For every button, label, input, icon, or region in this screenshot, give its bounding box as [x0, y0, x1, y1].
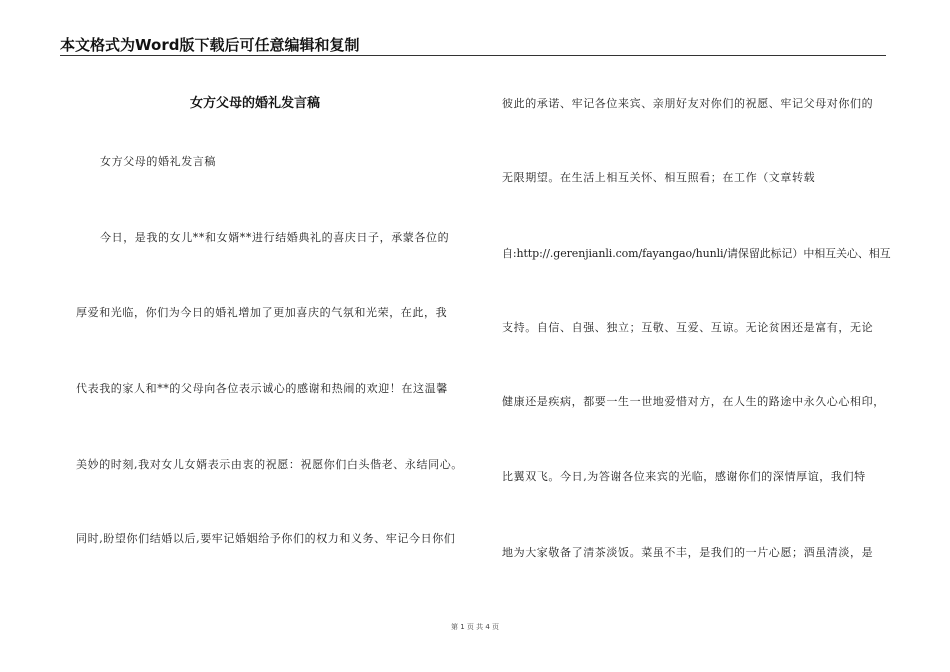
- text-line: 女方父母的婚礼发言稿: [100, 155, 216, 168]
- document-title: 女方父母的婚礼发言稿: [190, 96, 321, 111]
- text-line: 今日，是我的女儿**和女婿**进行结婚典礼的喜庆日子，承蒙各位的: [100, 231, 450, 244]
- document-banner: 本文格式为Word版下载后可任意编辑和复制: [60, 36, 360, 54]
- text-line: 自:http://.gerenjianli.com/fayangao/hunli/请保留此标记）中相互关心、相互: [502, 247, 891, 260]
- text-line: 比翼双飞。今日,为答谢各位来宾的光临，感谢你们的深情厚谊，我们特: [502, 470, 866, 483]
- text-line: 彼此的承诺、牢记各位来宾、亲朋好友对你们的祝愿、牢记父母对你们的: [502, 97, 874, 110]
- text-line: 同时,盼望你们结婚以后,要牢记婚姻给予你们的权力和义务、牢记今日你们: [76, 532, 456, 545]
- text-line: 地为大家敬备了清茶淡饭。菜虽不丰，是我们的一片心愿；酒虽清淡，是: [502, 546, 874, 559]
- text-line: 健康还是疾病，都要一生一世地爱惜对方，在人生的路途中永久心心相印，: [502, 395, 885, 408]
- text-line: 无限期望。在生活上相互关怀、相互照看；在工作（文章转载: [502, 171, 816, 184]
- text-line: 美妙的时刻,我对女儿女婿表示由衷的祝愿：祝愿你们白头偕老、永结同心。: [76, 458, 463, 471]
- page-number: 第 1 页 共 4 页: [450, 623, 500, 631]
- text-line: 支持。自信、自强、独立；互敬、互爱、互谅。无论贫困还是富有，无论: [502, 321, 874, 334]
- header-rule: [60, 55, 886, 56]
- text-line: 厚爱和光临，你们为今日的婚礼增加了更加喜庆的气氛和光荣，在此，我: [76, 306, 448, 319]
- text-line: 代表我的家人和**的父母向各位表示诚心的感谢和热闹的欢迎！在这温馨: [76, 382, 448, 395]
